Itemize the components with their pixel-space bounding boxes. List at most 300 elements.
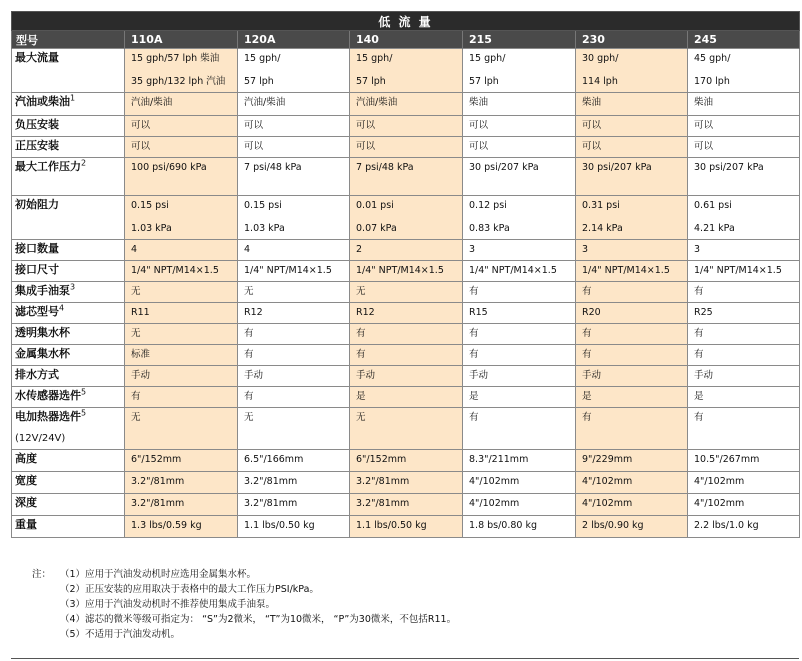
spec-cell xyxy=(238,303,350,324)
cell-value: 15 gph/57 lph 柴油 xyxy=(131,53,220,64)
cell-value: 100 psi/690 kPa xyxy=(131,162,207,173)
cell-value: 有 xyxy=(694,412,704,423)
cell-value: 6"/152mm xyxy=(356,454,407,465)
cell-value: 汽油/柴油 xyxy=(356,97,398,108)
spec-cell xyxy=(688,137,800,158)
cell-value: 3.2"/81mm xyxy=(356,476,410,487)
cell-value: 3 xyxy=(694,244,701,255)
spec-cell xyxy=(238,366,350,387)
cell-value: 无 xyxy=(131,286,141,297)
spec-cell xyxy=(576,387,688,408)
row-label xyxy=(12,494,125,516)
cell-value: 有 xyxy=(694,328,704,339)
spec-cell xyxy=(125,494,238,516)
cell-value: 手动 xyxy=(469,370,489,381)
row-label xyxy=(12,366,125,387)
spec-cell xyxy=(463,516,576,538)
cell-value: 0.61 psi xyxy=(694,200,732,211)
spec-cell xyxy=(463,387,576,408)
cell-value: 可以 xyxy=(694,141,714,152)
cell-value: 4"/102mm xyxy=(694,498,745,509)
cell-value: 可以 xyxy=(356,120,376,131)
row-label-subtext: (12V/24V) xyxy=(15,433,66,444)
notes-prefix: 注： xyxy=(32,569,52,580)
spec-cell xyxy=(463,472,576,494)
row-label-text: 汽油或柴油 xyxy=(15,95,70,108)
row-label xyxy=(12,49,125,93)
model-header: 140 xyxy=(350,31,463,49)
cell-value: 有 xyxy=(582,286,592,297)
row-label xyxy=(12,116,125,137)
row-label xyxy=(12,472,125,494)
row-label xyxy=(12,387,125,408)
spec-cell xyxy=(350,261,463,282)
cell-value: 3.2"/81mm xyxy=(356,498,410,509)
cell-value: 有 xyxy=(582,328,592,339)
cell-value: 标准 xyxy=(131,349,151,360)
cell-value: 30 psi/207 kPa xyxy=(582,162,652,173)
cell-value: 无 xyxy=(131,412,141,423)
cell-value: R12 xyxy=(244,307,263,318)
cell-value: 4 xyxy=(244,244,251,255)
cell-value: 15 gph/ xyxy=(469,53,506,64)
footnote-ref: 5 xyxy=(81,387,87,397)
row-label xyxy=(12,450,125,472)
cell-value: 是 xyxy=(694,391,704,402)
row-label xyxy=(12,261,125,282)
spec-cell xyxy=(125,158,238,196)
cell-value: 2 lbs/0.90 kg xyxy=(582,520,644,531)
spec-cell xyxy=(688,261,800,282)
cell-value: 柴油 xyxy=(694,97,714,108)
cell-value: 有 xyxy=(582,349,592,360)
row-label xyxy=(12,282,125,303)
spec-cell xyxy=(238,387,350,408)
cell-value: 有 xyxy=(694,286,704,297)
cell-value: 1.03 kPa xyxy=(244,223,285,234)
spec-cell xyxy=(688,324,800,345)
cell-value: 3.2"/81mm xyxy=(131,498,185,509)
footnote-ref: 1 xyxy=(70,93,76,103)
header-row xyxy=(12,31,800,49)
row-label xyxy=(12,408,125,450)
spec-cell xyxy=(350,450,463,472)
cell-value: 30 psi/207 kPa xyxy=(469,162,539,173)
cell-value: 可以 xyxy=(244,141,264,152)
model-header: 245 xyxy=(688,31,800,49)
spec-cell xyxy=(688,49,800,93)
spec-cell xyxy=(350,240,463,261)
row-label-text: 排水方式 xyxy=(15,368,59,381)
spec-cell xyxy=(576,282,688,303)
cell-value: 无 xyxy=(356,412,366,423)
spec-cell xyxy=(463,261,576,282)
spec-cell xyxy=(125,282,238,303)
spec-cell xyxy=(350,137,463,158)
row-label-text: 负压安装 xyxy=(15,118,59,131)
row-label xyxy=(12,196,125,240)
spec-cell xyxy=(125,387,238,408)
cell-value: 手动 xyxy=(694,370,714,381)
spec-cell xyxy=(238,196,350,240)
spec-cell xyxy=(350,196,463,240)
row-label-text: 接口数量 xyxy=(15,242,59,255)
model-header: 230 xyxy=(576,31,688,49)
spec-cell xyxy=(238,261,350,282)
cell-value: 1.03 kPa xyxy=(131,223,172,234)
spec-cell xyxy=(688,472,800,494)
cell-value: 3 xyxy=(582,244,589,255)
spec-cell xyxy=(688,450,800,472)
cell-value: 可以 xyxy=(244,120,264,131)
footnote-text: （3）应用于汽油发动机时不推荐使用集成手油泵。 xyxy=(60,599,276,610)
table-row xyxy=(12,158,800,196)
cell-value: 0.12 psi xyxy=(469,200,507,211)
spec-cell xyxy=(125,516,238,538)
cell-value: 1/4" NPT/M14×1.5 xyxy=(244,265,332,276)
table-row xyxy=(12,196,800,240)
cell-value: 0.15 psi xyxy=(244,200,282,211)
spec-cell xyxy=(688,240,800,261)
footnote-ref: 4 xyxy=(59,303,65,313)
spec-cell xyxy=(463,303,576,324)
cell-value: 4.21 kPa xyxy=(694,223,735,234)
spec-cell xyxy=(463,240,576,261)
cell-value: 可以 xyxy=(469,120,489,131)
spec-cell xyxy=(350,282,463,303)
table-row xyxy=(12,261,800,282)
cell-value: 汽油/柴油 xyxy=(244,97,286,108)
row-label-text: 滤芯型号 xyxy=(15,305,59,318)
spec-cell xyxy=(463,450,576,472)
cell-value: R15 xyxy=(469,307,488,318)
spec-cell xyxy=(576,116,688,137)
spec-cell xyxy=(576,240,688,261)
cell-value: 4 xyxy=(131,244,138,255)
cell-value: 可以 xyxy=(694,120,714,131)
spec-cell xyxy=(463,494,576,516)
spec-cell xyxy=(576,345,688,366)
row-label-text: 透明集水杯 xyxy=(15,326,70,339)
footnote-text: （4）滤芯的微米等级可指定为： “S”为2微米， “T”为10微米， “P”为30微米，不包括R11。 xyxy=(60,614,457,625)
spec-cell xyxy=(688,158,800,196)
cell-value: 57 lph xyxy=(356,76,386,87)
cell-value: 0.15 psi xyxy=(131,200,169,211)
spec-cell xyxy=(238,472,350,494)
cell-value: 有 xyxy=(356,328,366,339)
spec-cell xyxy=(576,324,688,345)
cell-value: R25 xyxy=(694,307,713,318)
footnote-ref: 2 xyxy=(81,158,87,168)
footnote-text: （5）不适用于汽油发动机。 xyxy=(60,629,181,640)
spec-cell xyxy=(125,196,238,240)
row-label-text: 接口尺寸 xyxy=(15,263,59,276)
cell-value: 有 xyxy=(469,328,479,339)
spec-cell xyxy=(238,408,350,450)
table-row xyxy=(12,240,800,261)
spec-cell xyxy=(125,137,238,158)
cell-value: 手动 xyxy=(356,370,376,381)
cell-value: 0.83 kPa xyxy=(469,223,510,234)
row-label xyxy=(12,240,125,261)
cell-value: R12 xyxy=(356,307,375,318)
spec-cell xyxy=(688,282,800,303)
cell-value: 6.5"/166mm xyxy=(244,454,304,465)
cell-value: 有 xyxy=(469,412,479,423)
spec-cell xyxy=(688,516,800,538)
spec-cell xyxy=(688,345,800,366)
cell-value: 7 psi/48 kPa xyxy=(356,162,414,173)
spec-cell xyxy=(238,116,350,137)
row-label xyxy=(12,93,125,116)
spec-cell xyxy=(688,387,800,408)
spec-cell xyxy=(576,49,688,93)
spec-cell xyxy=(688,408,800,450)
table-row xyxy=(12,345,800,366)
spec-cell xyxy=(576,408,688,450)
cell-value: 是 xyxy=(356,391,366,402)
spec-cell xyxy=(238,240,350,261)
row-label-text: 深度 xyxy=(15,496,37,509)
cell-value: 8.3"/211mm xyxy=(469,454,529,465)
row-label-text: 宽度 xyxy=(15,474,37,487)
spec-cell xyxy=(238,93,350,116)
cell-value: 无 xyxy=(244,286,254,297)
cell-value: 4"/102mm xyxy=(694,476,745,487)
cell-value: 4"/102mm xyxy=(469,498,520,509)
cell-value: 3.2"/81mm xyxy=(131,476,185,487)
cell-value: 手动 xyxy=(244,370,264,381)
cell-value: 1/4" NPT/M14×1.5 xyxy=(356,265,444,276)
footnote-text: （2）正压安装的应用取决于表格中的最大工作压力PSI/kPa。 xyxy=(60,584,319,595)
spec-cell xyxy=(125,303,238,324)
cell-value: 有 xyxy=(244,391,254,402)
cell-value: 有 xyxy=(131,391,141,402)
footnote-text: （1）应用于汽油发动机时应选用金属集水杯。 xyxy=(60,569,257,580)
spec-cell xyxy=(463,345,576,366)
spec-cell xyxy=(576,494,688,516)
spec-cell xyxy=(688,366,800,387)
cell-value: 30 psi/207 kPa xyxy=(694,162,764,173)
spec-cell xyxy=(576,303,688,324)
spec-cell xyxy=(463,49,576,93)
spec-cell xyxy=(463,366,576,387)
spec-cell xyxy=(576,472,688,494)
spec-cell xyxy=(125,240,238,261)
cell-value: 2.2 lbs/1.0 kg xyxy=(694,520,759,531)
spec-cell xyxy=(125,366,238,387)
model-header: 120A xyxy=(238,31,350,49)
row-label xyxy=(12,137,125,158)
cell-value: 7 psi/48 kPa xyxy=(244,162,302,173)
cell-value: 是 xyxy=(469,391,479,402)
cell-value: 1/4" NPT/M14×1.5 xyxy=(469,265,557,276)
spec-cell xyxy=(125,49,238,93)
table-row xyxy=(12,494,800,516)
cell-value: 1.1 lbs/0.50 kg xyxy=(244,520,315,531)
row-label-text: 最大流量 xyxy=(15,51,59,64)
cell-value: 有 xyxy=(469,349,479,360)
spec-cell xyxy=(350,345,463,366)
spec-cell xyxy=(238,137,350,158)
cell-value: 114 lph xyxy=(582,76,618,87)
row-label-text: 金属集水杯 xyxy=(15,347,70,360)
spec-cell xyxy=(350,303,463,324)
table-row xyxy=(12,472,800,494)
spec-cell xyxy=(688,116,800,137)
spec-cell xyxy=(463,196,576,240)
row-label xyxy=(12,345,125,366)
spec-cell xyxy=(350,387,463,408)
spec-cell xyxy=(238,494,350,516)
cell-value: 是 xyxy=(582,391,592,402)
cell-value: 无 xyxy=(131,328,141,339)
table-row xyxy=(12,93,800,116)
spec-cell xyxy=(350,324,463,345)
row-label xyxy=(12,158,125,196)
spec-cell xyxy=(350,49,463,93)
cell-value: 柴油 xyxy=(469,97,489,108)
cell-value: 手动 xyxy=(582,370,602,381)
cell-value: 可以 xyxy=(131,141,151,152)
spec-cell xyxy=(688,303,800,324)
footnote-ref: 3 xyxy=(70,282,76,292)
cell-value: 30 gph/ xyxy=(582,53,619,64)
spec-cell xyxy=(463,116,576,137)
spec-cell xyxy=(463,158,576,196)
spec-cell xyxy=(350,494,463,516)
cell-value: 有 xyxy=(244,349,254,360)
spec-cell xyxy=(576,158,688,196)
spec-cell xyxy=(463,324,576,345)
spec-cell xyxy=(576,450,688,472)
spec-cell xyxy=(463,137,576,158)
table-row xyxy=(12,324,800,345)
spec-cell xyxy=(463,408,576,450)
cell-value: 15 gph/ xyxy=(244,53,281,64)
spec-cell xyxy=(238,49,350,93)
spec-cell xyxy=(688,494,800,516)
spec-cell xyxy=(350,516,463,538)
cell-value: 57 lph xyxy=(469,76,499,87)
spec-cell xyxy=(350,408,463,450)
table-row xyxy=(12,282,800,303)
table-row xyxy=(12,303,800,324)
spec-cell xyxy=(238,450,350,472)
cell-value: 0.31 psi xyxy=(582,200,620,211)
cell-value: 无 xyxy=(244,412,254,423)
spec-cell xyxy=(350,472,463,494)
spec-cell xyxy=(576,261,688,282)
spec-cell xyxy=(576,137,688,158)
spec-cell xyxy=(238,324,350,345)
spec-cell xyxy=(688,196,800,240)
cell-value: 4"/102mm xyxy=(469,476,520,487)
table-row xyxy=(12,408,800,450)
cell-value: 2.14 kPa xyxy=(582,223,623,234)
cell-value: 15 gph/ xyxy=(356,53,393,64)
cell-value: 3.2"/81mm xyxy=(244,476,298,487)
cell-value: 2 xyxy=(356,244,363,255)
spec-cell xyxy=(125,261,238,282)
cell-value: 可以 xyxy=(356,141,376,152)
spec-cell xyxy=(125,408,238,450)
table-row xyxy=(12,137,800,158)
spec-sheet xyxy=(11,11,799,640)
spec-cell xyxy=(576,366,688,387)
cell-value: R11 xyxy=(131,307,150,318)
cell-value: 57 lph xyxy=(244,76,274,87)
cell-value: 35 gph/132 lph 汽油 xyxy=(131,76,226,87)
cell-value: 3 xyxy=(469,244,476,255)
cell-value: 可以 xyxy=(582,120,602,131)
footnote-ref: 5 xyxy=(81,408,87,418)
cell-value: 1/4" NPT/M14×1.5 xyxy=(131,265,219,276)
table-title: 低 流 量 xyxy=(12,12,800,31)
cell-value: R20 xyxy=(582,307,601,318)
cell-value: 有 xyxy=(244,328,254,339)
row-label xyxy=(12,324,125,345)
table-row xyxy=(12,49,800,93)
table-row xyxy=(12,516,800,538)
cell-value: 1/4" NPT/M14×1.5 xyxy=(694,265,782,276)
cell-value: 有 xyxy=(582,412,592,423)
spec-cell xyxy=(350,116,463,137)
spec-table xyxy=(11,11,800,538)
cell-value: 45 gph/ xyxy=(694,53,731,64)
cell-value: 3.2"/81mm xyxy=(244,498,298,509)
cell-value: 有 xyxy=(469,286,479,297)
model-header: 110A xyxy=(125,31,238,49)
spec-cell xyxy=(238,282,350,303)
spec-cell xyxy=(125,93,238,116)
cell-value: 10.5"/267mm xyxy=(694,454,760,465)
row-label-text: 正压安装 xyxy=(15,139,59,152)
row-label-text: 初始阻力 xyxy=(15,198,59,211)
cell-value: 1.3 lbs/0.59 kg xyxy=(131,520,202,531)
cell-value: 手动 xyxy=(131,370,151,381)
spec-cell xyxy=(125,324,238,345)
cell-value: 可以 xyxy=(131,120,151,131)
spec-cell xyxy=(463,282,576,303)
spec-cell xyxy=(463,93,576,116)
cell-value: 0.07 kPa xyxy=(356,223,397,234)
cell-value: 有 xyxy=(694,349,704,360)
table-row xyxy=(12,366,800,387)
spec-cell xyxy=(238,158,350,196)
spec-cell xyxy=(576,196,688,240)
cell-value: 柴油 xyxy=(582,97,602,108)
spec-cell xyxy=(125,345,238,366)
cell-value: 有 xyxy=(356,349,366,360)
cell-value: 4"/102mm xyxy=(582,498,633,509)
row-label-text: 水传感器选件 xyxy=(15,389,81,402)
cell-value: 可以 xyxy=(469,141,489,152)
spec-cell xyxy=(576,93,688,116)
spec-cell xyxy=(125,450,238,472)
cell-value: 9"/229mm xyxy=(582,454,633,465)
cell-value: 汽油/柴油 xyxy=(131,97,173,108)
row-label-text: 集成手油泵 xyxy=(15,284,70,297)
cell-value: 170 lph xyxy=(694,76,730,87)
row-label xyxy=(12,303,125,324)
cell-value: 无 xyxy=(356,286,366,297)
row-label xyxy=(12,516,125,538)
table-row xyxy=(12,387,800,408)
row-label-text: 高度 xyxy=(15,452,37,465)
spec-cell xyxy=(576,516,688,538)
table-row xyxy=(12,116,800,137)
